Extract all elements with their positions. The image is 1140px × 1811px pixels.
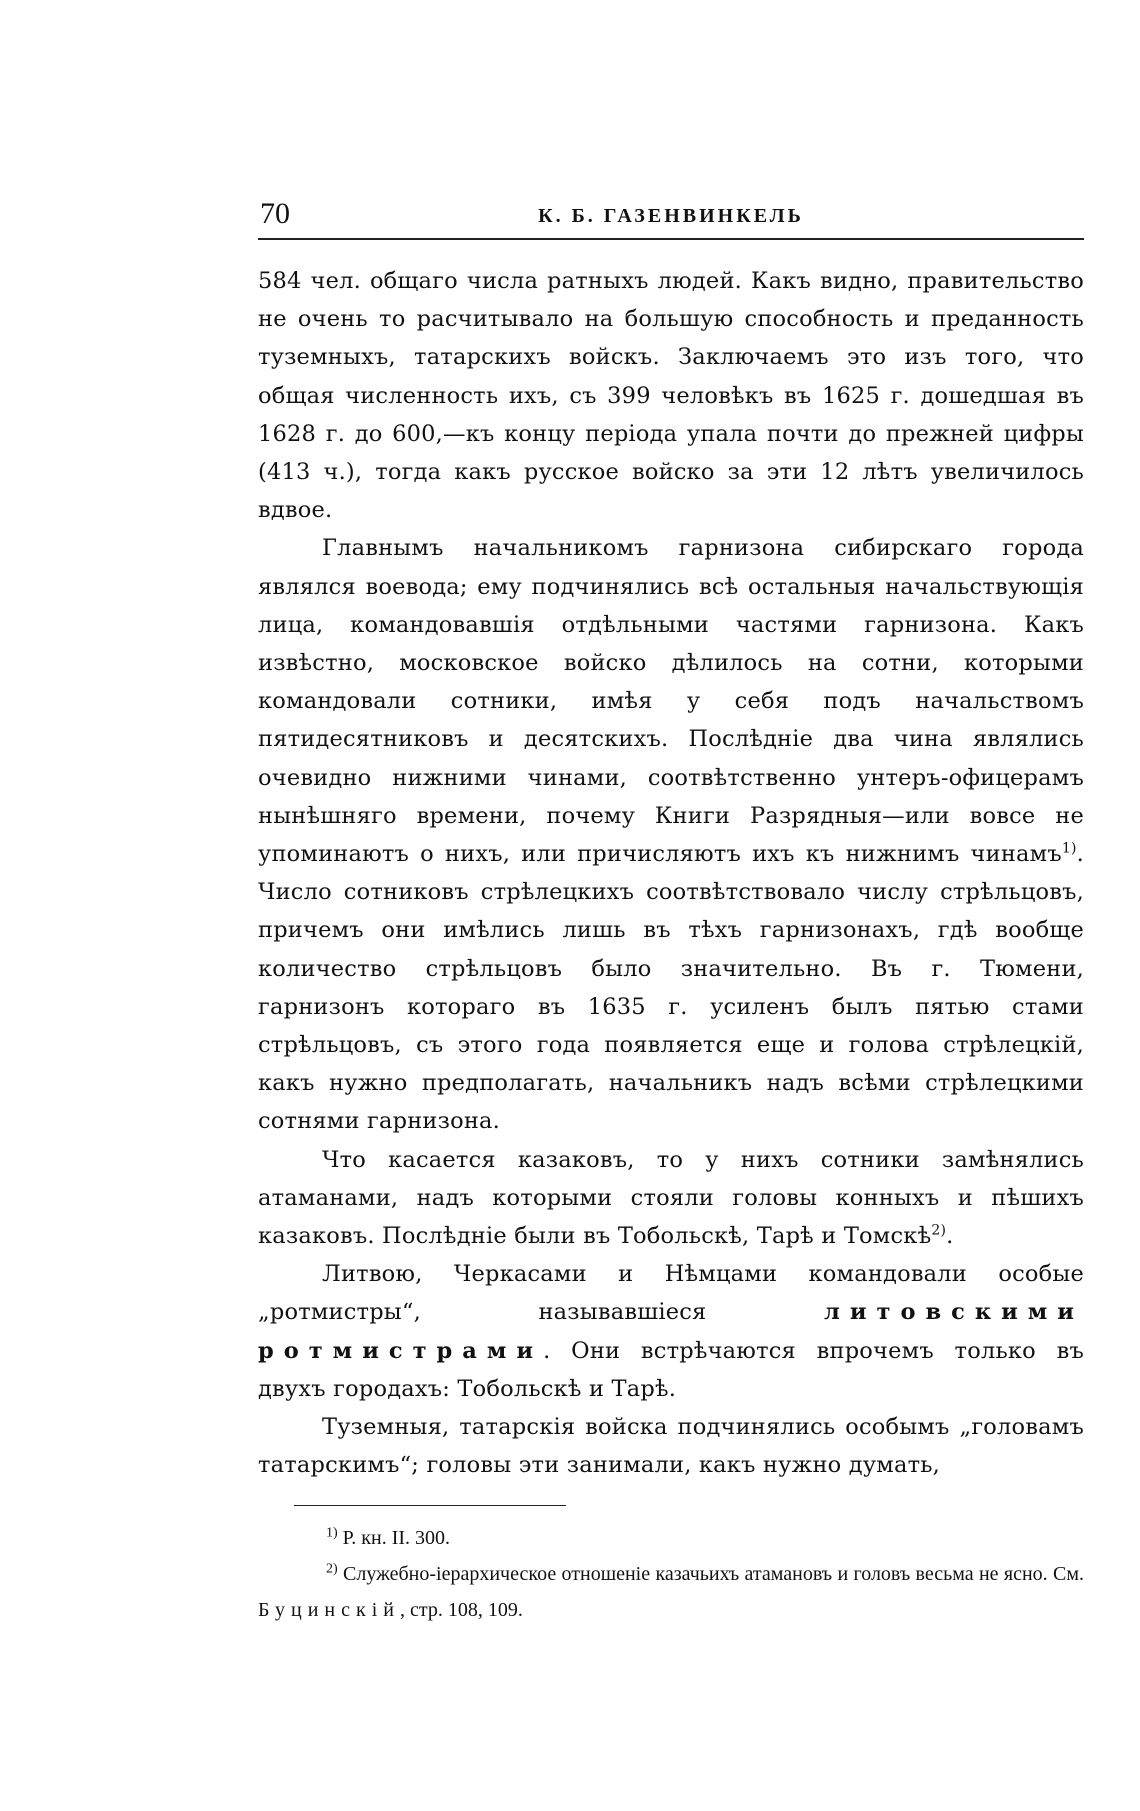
paragraph-text: . [946,1223,954,1250]
footnote-marker-number: 1 [326,1524,333,1540]
paragraph-5 [258,1408,1084,1484]
paragraph-1 [258,262,1084,529]
body-text [258,262,1084,1485]
footnote-ref-number: 2 [931,1222,941,1239]
footnote-marker: 2) [326,1560,338,1576]
footnote-text: Служебно-іерархическое отношеніе казачьихъ атамановъ и головъ весьма не ясно. См. [343,1562,1085,1585]
running-head [258,196,1084,238]
paragraph-text: Туземныя, татарскія войска подчинялись особымъ „головамъ татарскимъ“; головы эти занимали, какъ нужно думать, [258,1414,1084,1479]
footnote-marker: 1) [326,1524,338,1540]
paragraph-text: Что касается казаковъ, то у нихъ сотники замѣнялись атаманами, надъ которыми стояли головы конныхъ и пѣшихъ казаковъ. Послѣдніе были въ Тобольскѣ, Тарѣ и Томскѣ [258,1146,1084,1250]
paragraph-text: Главнымъ начальникомъ гарнизона сибирскаго города являлся воевода; ему подчинялись всѣ остальныя начальствующія лица, командовавшія отдѣльными частями гарнизона. Какъ извѣстно, московское войско дѣлилось на сотни, которыми командовали сотники, имѣя у себя подъ начальствомъ пятидесятниковъ и десятскихъ. Послѣдніе два чина являлись очевидно нижними чинами, соотвѣтственно унтеръ-офицерамъ нынѣшняго времени, почему Книги Разрядныя—или вовсе не упоминаютъ о нихъ, или причисляютъ ихъ къ нижнимъ чинамъ [258,535,1084,868]
footnote-rule [294,1505,566,1506]
paragraph-text: . Они встрѣчаются впрочемъ только въ двухъ городахъ: Тобольскѣ и Тарѣ. [258,1337,1084,1402]
footnote-ref-number: 1 [1061,840,1071,857]
footnote-reference-2[interactable]: 2) [931,1222,947,1239]
paragraph-text: 584 чел. общаго числа ратныхъ людей. Какъ видно, правительство не очень то расчитывало на большую способность и преданность туземныхъ, татарскихъ войскъ. Заключаемъ это изъ того, что общая численность ихъ, съ 399 человѣкъ въ 1625 г. дошедшая въ 1628 г. до 600,—къ концу періода упала почти до прежней цифры (413 ч.), тогда какъ русское войско за эти 12 лѣтъ увеличилось вдвое. [258,268,1084,524]
paragraph-text: Литвою, Черкасами и Нѣмцами командовали особые „ротмистры“, называвшіеся [258,1261,1084,1326]
footnote-text: Р. кн. II. 300. [342,1526,451,1549]
footnotes [258,1520,1084,1628]
footnote-reference-1[interactable]: 1) [1061,840,1077,857]
paragraph-4 [258,1255,1084,1408]
spaced-author-name: Буцинскій [258,1598,400,1621]
footnote-1 [258,1520,1084,1556]
page-number: 70 [260,197,290,230]
footnote-marker-number: 2 [326,1560,333,1576]
author-heading: К. Б. ГАЗЕНВИНКЕЛЬ [538,205,804,227]
header-rule [258,238,1084,240]
paragraph-2 [258,529,1084,1140]
paragraph-3 [258,1141,1084,1256]
paragraph-text: . Число сотниковъ стрѣлецкихъ соотвѣтствовало числу стрѣльцовъ, причемъ они имѣлись лишь въ тѣхъ гарнизонахъ, гдѣ вообще количество стрѣльцовъ было значительно. Въ г. Тюмени, гарнизонъ котораго въ 1635 г. усиленъ былъ пятью стами стрѣльцовъ, съ этого года появляется еще и голова стрѣлецкій, какъ нужно предполагать, начальникъ надъ всѣми стрѣлецкими сотнями гарнизона. [258,841,1084,1135]
spaced-emphasis: литовскими ротмистрами [258,1299,1084,1364]
footnote-2 [258,1556,1084,1628]
book-page [258,196,1084,1628]
footnote-text: , стр. 108, 109. [399,1598,523,1621]
